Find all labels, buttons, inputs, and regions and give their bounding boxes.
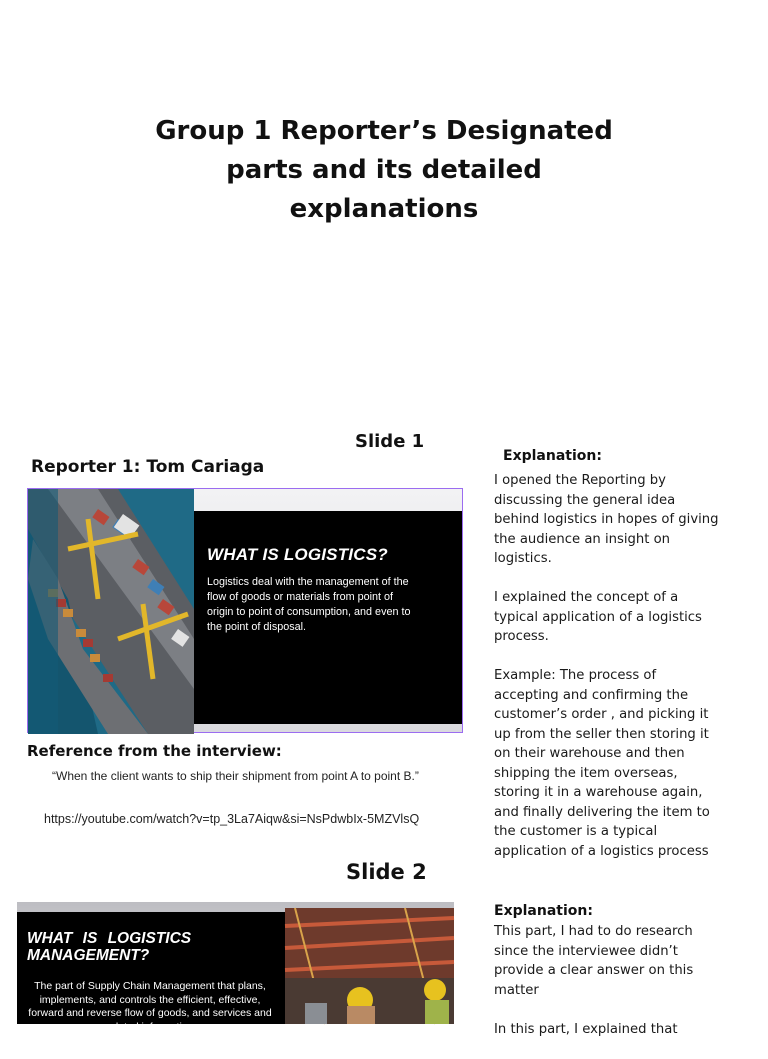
warehouse-workers-photo: [285, 908, 454, 1024]
slide-1-explanation: [494, 471, 719, 881]
document-title: Group 1 Reporter’s Designated parts and its detailed explanations: [155, 116, 613, 224]
slide-2-image-title: WHAT IS LOGISTICS MANAGEMENT?: [27, 930, 192, 964]
slide-2-image-body: The part of Supply Chain Management that plans, implements, and controls the efficient, effective, forward and reverse flow of goods, and services and related information: [28, 980, 272, 1033]
slide-2-text-panel: [17, 912, 285, 1033]
slide-1-explanation-label: Explanation:: [503, 448, 602, 464]
slide-1-heading: Slide 1: [355, 431, 425, 452]
reference-label: Reference from the interview:: [27, 742, 282, 760]
explanation-paragraph: This part, I had to do research since the interviewee didn’t provide a clear answer on this matter: [494, 924, 694, 998]
cargo-port-photo: [28, 489, 194, 734]
explanation-paragraph: I opened the Reporting by discussing the general idea behind logistics in hopes of giving the audience an insight on logistics.: [494, 473, 719, 566]
slide-2-heading: Slide 2: [346, 860, 427, 884]
explanation-paragraph: Example: The process of accepting and confirming the customer’s order , and picking it up from the seller then storing it on their warehouse and then shipping the item overseas, storing it in a warehouse again, and finally delivering the item to the customer is a typical application of a logistics process: [494, 668, 710, 859]
reference-link[interactable]: https://youtube.com/watch?v=tp_3La7Aiqw&si=NsPdwbIx-5MZVlsQ: [44, 812, 420, 826]
explanation-paragraph: I explained the concept of a typical application of a logistics process.: [494, 590, 702, 644]
slide-2-explanation: [494, 922, 719, 1059]
slide-1-image-title: WHAT IS LOGISTICS?: [207, 545, 388, 564]
reporter-name: Reporter 1: Tom Cariaga: [31, 457, 265, 477]
slide-1-image: [27, 488, 463, 733]
slide-1-text-panel: [194, 511, 462, 724]
explanation-paragraph: In this part, I explained that: [494, 1021, 678, 1037]
slide-2-image: [17, 902, 454, 1033]
slide-2-explanation-label: Explanation:: [494, 903, 593, 919]
reference-quote: “When the client wants to ship their shipment from point A to point B.”: [52, 769, 419, 783]
slide-1-image-body: Logistics deal with the management of the flow of goods or materials from point of origin to point of consumption, and even to the point of disposal.: [207, 576, 411, 633]
